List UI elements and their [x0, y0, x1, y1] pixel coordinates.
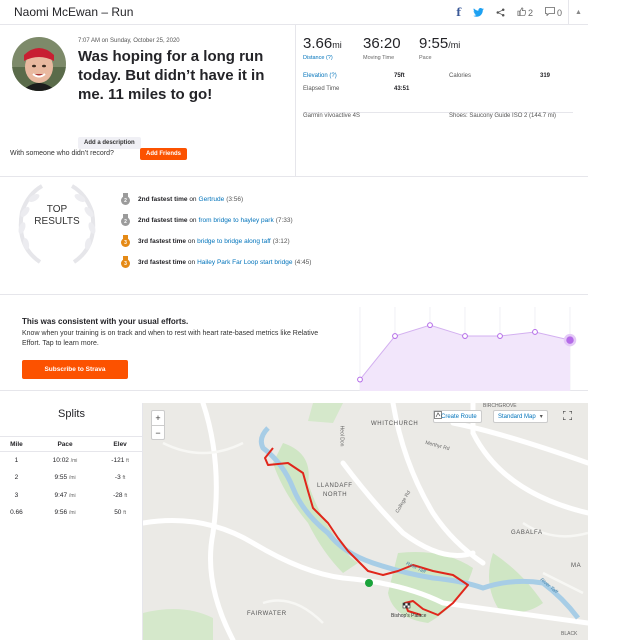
help-icon[interactable]: (?): [325, 55, 333, 61]
bronze-medal-icon: 3: [120, 235, 131, 247]
achievement-rank: 3rd fastest time: [138, 258, 187, 266]
effort-point: [358, 377, 363, 382]
elapsed-time-value: 43:51: [394, 86, 410, 92]
kudos-count: 2: [527, 7, 533, 18]
create-route-button[interactable]: [433, 410, 482, 423]
top-results-title: [12, 204, 102, 228]
splits-header-row: [0, 437, 143, 452]
map-canvas[interactable]: [143, 403, 588, 640]
relative-effort-section[interactable]: [0, 307, 588, 391]
table-row: [0, 452, 143, 470]
pace-label: Pace: [419, 55, 432, 61]
pace-stat: [419, 35, 460, 61]
effort-point: [498, 334, 503, 339]
comments-count: 0: [556, 7, 562, 18]
map-label-heol-don: Heol Don: [338, 425, 345, 447]
page-title: Naomi McEwan – Run: [14, 5, 134, 19]
map-type-dropdown[interactable]: [493, 410, 548, 423]
pace-value: 9:55: [419, 35, 449, 52]
distance-value: 3.66: [303, 35, 333, 52]
achievement-item: [120, 214, 293, 226]
map-label-ma: MA: [571, 563, 582, 569]
achievement-item: [120, 193, 243, 205]
silver-medal-icon: 2: [120, 214, 131, 226]
table-row: [0, 469, 143, 487]
split-pace: 9:47 /mi: [54, 491, 76, 499]
map-label-black: BLACK: [561, 631, 578, 637]
help-icon[interactable]: (?): [329, 73, 337, 79]
map-label-llandaff: LLANDAFF: [317, 483, 353, 489]
caret-down-icon: ▾: [539, 414, 543, 420]
activity-info: [0, 25, 296, 177]
effort-description: Know when your training is on track and when to rest with heart rate-based metrics like Relative Effort. Tap to learn more.: [22, 330, 319, 347]
effort-point: [428, 323, 433, 328]
segment-time: (3:12): [272, 237, 290, 245]
achievement-on: on: [189, 216, 197, 224]
table-row: [0, 504, 143, 522]
effort-trend-chart: [338, 307, 588, 391]
segment-link[interactable]: from bridge to hayley park: [198, 216, 274, 224]
moving-time-label: Moving Time: [363, 55, 395, 61]
split-pace: 9:55 /mi: [54, 474, 76, 482]
header-actions: [450, 0, 588, 25]
map-label-fairwater: FAIRWATER: [247, 611, 287, 617]
distance-label: Distance: [303, 55, 325, 61]
effort-point: [533, 330, 538, 335]
add-friends-button[interactable]: Add Friends: [140, 148, 187, 160]
zoom-controls: [151, 410, 165, 440]
add-description-button[interactable]: Add a description: [78, 137, 141, 149]
activity-datetime: 7:07 AM on Sunday, October 25, 2020: [78, 38, 180, 44]
map-label-gabalfa: GABALFA: [511, 530, 543, 536]
zoom-in-button[interactable]: +: [155, 413, 161, 423]
share-icon[interactable]: [490, 0, 511, 25]
column-header: Pace: [33, 437, 97, 452]
moving-time-value: 36:20: [363, 35, 401, 52]
segment-time: (4:45): [294, 258, 312, 266]
bronze-medal-icon: 3: [120, 256, 131, 268]
achievement-item: [120, 256, 311, 268]
twitter-share-icon[interactable]: [467, 0, 490, 25]
effort-point: [463, 334, 468, 339]
splits-table: [0, 436, 143, 522]
segment-time: (3:56): [226, 195, 244, 203]
table-row: [0, 487, 143, 505]
moving-time-stat: [363, 35, 401, 61]
split-elev: -121 ft: [111, 457, 129, 464]
segment-link[interactable]: Gertrude: [198, 195, 225, 203]
zoom-out-button[interactable]: −: [152, 425, 164, 439]
thumbs-up-icon: [517, 7, 526, 18]
split-elev: -3 ft: [114, 474, 126, 482]
start-marker[interactable]: [365, 579, 373, 587]
elevation-label: Elevation: [303, 73, 328, 79]
elapsed-time-label: Elapsed Time: [303, 86, 340, 92]
comments-button[interactable]: [539, 0, 568, 25]
comment-icon: [545, 7, 555, 18]
split-elev: 50 ft: [114, 509, 127, 517]
split-elev: -28 ft: [113, 491, 128, 499]
device-name: Garmin vívoactive 4S: [303, 113, 361, 119]
achievement-rank: 2nd fastest time: [138, 195, 188, 203]
shoes-info: Shoes: Saucony Guide ISO 2 (144.7 mi): [449, 113, 557, 119]
top-results-line1: TOP: [46, 204, 68, 215]
split-pace: 10:02 /mi: [52, 457, 78, 464]
avatar[interactable]: [12, 37, 66, 91]
splits-panel: [0, 403, 143, 640]
activity-title[interactable]: Was hoping for a long run today. But didn’t have it in me. 11 miles to go!: [78, 48, 265, 103]
achievement-on: on: [187, 258, 196, 266]
kudos-button[interactable]: [511, 0, 539, 25]
caret-up-icon[interactable]: ▲: [568, 0, 588, 25]
achievement-on: on: [189, 195, 197, 203]
silver-medal-icon: 2: [120, 193, 131, 205]
achievement-item: [120, 235, 290, 247]
achievement-rank: 2nd fastest time: [138, 216, 188, 224]
segment-link[interactable]: bridge to bridge along taff: [197, 237, 271, 245]
map-label-river-taff: River Taff: [404, 560, 427, 576]
split-mile: 3: [14, 491, 19, 499]
column-header: Mile: [0, 437, 33, 452]
achievement-on: on: [187, 237, 196, 245]
create-route-label: Create Route: [441, 413, 477, 420]
distance-unit: mi: [332, 40, 342, 50]
split-mile: 0.66: [10, 509, 23, 517]
effort-point: [393, 334, 398, 339]
top-results-line2: RESULTS: [34, 216, 80, 227]
segment-time: (7:33): [275, 216, 293, 224]
route-map[interactable]: [143, 403, 588, 640]
segment-link[interactable]: Hailey Park Far Loop start bridge: [197, 258, 293, 266]
calories-label: Calories: [449, 73, 472, 79]
split-mile: 1: [14, 457, 19, 464]
achievement-rank: 3rd fastest time: [138, 237, 187, 245]
effort-heading: This was consistent with your usual efforts.: [22, 317, 189, 326]
column-header: Elev: [97, 437, 143, 452]
map-label-college-rd: College Rd: [394, 489, 413, 515]
effort-current-point: [565, 335, 575, 345]
map-label-merthyr-rd: Merthyr Rd: [424, 439, 451, 453]
map-label-whitchurch: WHITCHURCH: [371, 421, 419, 427]
activity-header: [0, 0, 588, 25]
facebook-share-icon[interactable]: f: [456, 6, 461, 19]
top-results-section: [0, 177, 588, 295]
finish-flag-icon[interactable]: [403, 603, 410, 608]
pace-unit: /mi: [448, 40, 461, 50]
split-mile: 2: [14, 474, 19, 482]
split-pace: 9:56 /mi: [54, 509, 76, 517]
map-label-bishops-palace: Bishop's Palace: [391, 613, 427, 619]
map-type-label: Standard Map: [498, 413, 536, 420]
activity-summary: [0, 25, 588, 177]
distance-stat: [303, 35, 342, 61]
with-someone-text: With someone who didn’t record?: [10, 150, 114, 157]
map-label-north: NORTH: [323, 492, 348, 498]
elevation-value: 75ft: [394, 73, 405, 79]
fullscreen-icon[interactable]: [563, 411, 575, 423]
calories-value: 319: [540, 73, 551, 79]
splits-title: Splits: [58, 408, 85, 420]
map-label-birchgrove: BIRCHGROVE: [483, 403, 517, 409]
map-label-river-taff-east: River Taff: [538, 576, 559, 596]
subscribe-button[interactable]: Subscribe to Strava: [22, 360, 128, 379]
